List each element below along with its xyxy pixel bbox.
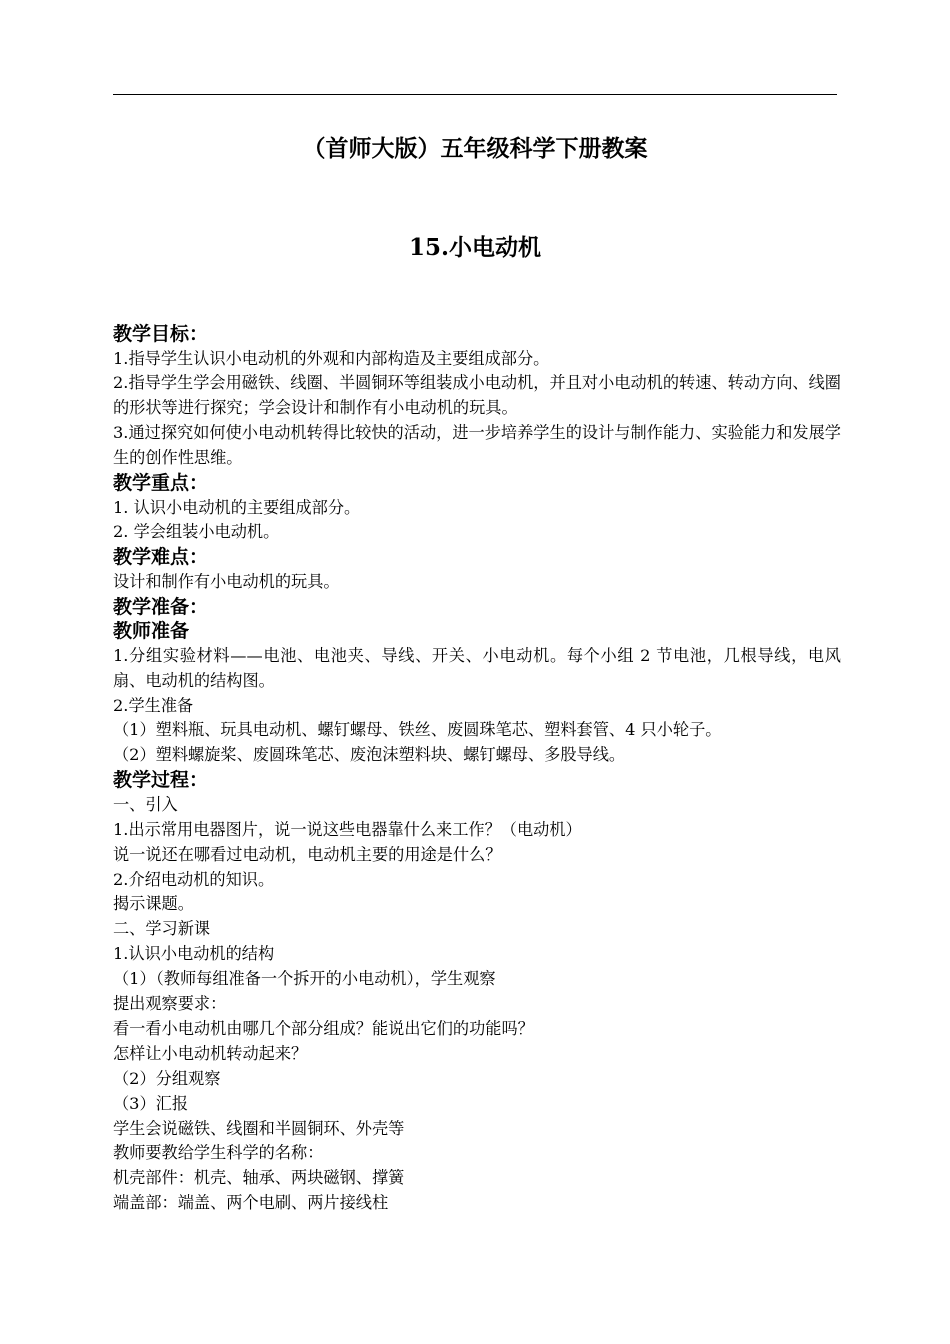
process-line: 揭示课题。: [113, 894, 194, 914]
process-line: 二、学习新课: [113, 919, 211, 939]
section-heading-difficulties: 教学难点：: [113, 546, 209, 569]
difficulty-item: 设计和制作有小电动机的玩具。: [113, 571, 340, 591]
section-heading-teacher-preparation: 教师准备: [113, 620, 190, 643]
process-line: 一、引入: [113, 794, 178, 814]
process-line: （2）分组观察: [113, 1068, 221, 1088]
process-line: 机壳部件：机壳、轴承、两块磁钢、撑簧: [113, 1168, 405, 1188]
section-heading-process: 教学过程：: [113, 769, 209, 792]
section-heading-objectives: 教学目标：: [113, 323, 209, 345]
preparation-item: 2.学生准备: [113, 695, 194, 715]
objective-item: 1.指导学生认识小电动机的外观和内部构造及主要组成部分。: [113, 348, 550, 368]
process-line: 怎样让小电动机转动起来？: [113, 1043, 308, 1063]
process-line: 看一看小电动机由哪几个部分组成？能说出它们的功能吗？: [113, 1018, 534, 1038]
process-line: 1.出示常用电器图片，说一说这些电器靠什么来工作？（电动机）: [113, 819, 582, 839]
document-title: （首师大版）五年级科学下册教案: [302, 135, 648, 162]
preparation-item: （1）塑料瓶、玩具电动机、螺钉螺母、铁丝、废圆珠笔芯、塑料套管、4 只小轮子。: [113, 720, 722, 740]
process-line: 学生会说磁铁、线圈和半圆铜环、外壳等: [113, 1118, 405, 1138]
process-line: （3）汇报: [113, 1093, 189, 1113]
objective-item: 2.指导学生学会用磁铁、线圈、半圆铜环等组装成小电动机，并且对小电动机的转速、转动方向、线圈的形状等进行探究；学会设计和制作有小电动机的玩具。: [113, 373, 841, 418]
section-heading-key-points: 教学重点：: [113, 472, 209, 495]
preparation-item: 1.分组实验材料——电池、电池夹、导线、开关、小电动机。每个小组 2 节电池，几根导线，电风扇、电动机的结构图。: [113, 645, 841, 690]
preparation-item: （2）塑料螺旋桨、废圆珠笔芯、废泡沫塑料块、螺钉螺母、多股导线。: [113, 745, 626, 765]
process-line: （1）（教师每组准备一个拆开的小电动机），学生观察: [113, 969, 496, 989]
process-line: 2.介绍电动机的知识。: [113, 869, 275, 889]
process-line: 说一说还在哪看过电动机，电动机主要的用途是什么？: [113, 844, 502, 864]
key-point-item: 2. 学会组装小电动机。: [113, 522, 280, 542]
key-point-item: 1. 认识小电动机的主要组成部分。: [113, 497, 361, 517]
process-line: 1.认识小电动机的结构: [113, 944, 275, 964]
process-line: 端盖部：端盖、两个电刷、两片接线柱: [113, 1193, 389, 1213]
lesson-title: 15.小电动机: [408, 234, 541, 261]
objective-item: 3.通过探究如何使小电动机转得比较快的活动，进一步培养学生的设计与制作能力、实验能力和发展学生的创作性思维。: [113, 423, 841, 468]
process-line: 提出观察要求：: [113, 994, 227, 1014]
document-body: [113, 322, 841, 1216]
section-heading-preparation: 教学准备：: [113, 595, 209, 618]
header-rule: [113, 94, 837, 95]
process-line: 教师要教给学生科学的名称：: [113, 1143, 324, 1163]
